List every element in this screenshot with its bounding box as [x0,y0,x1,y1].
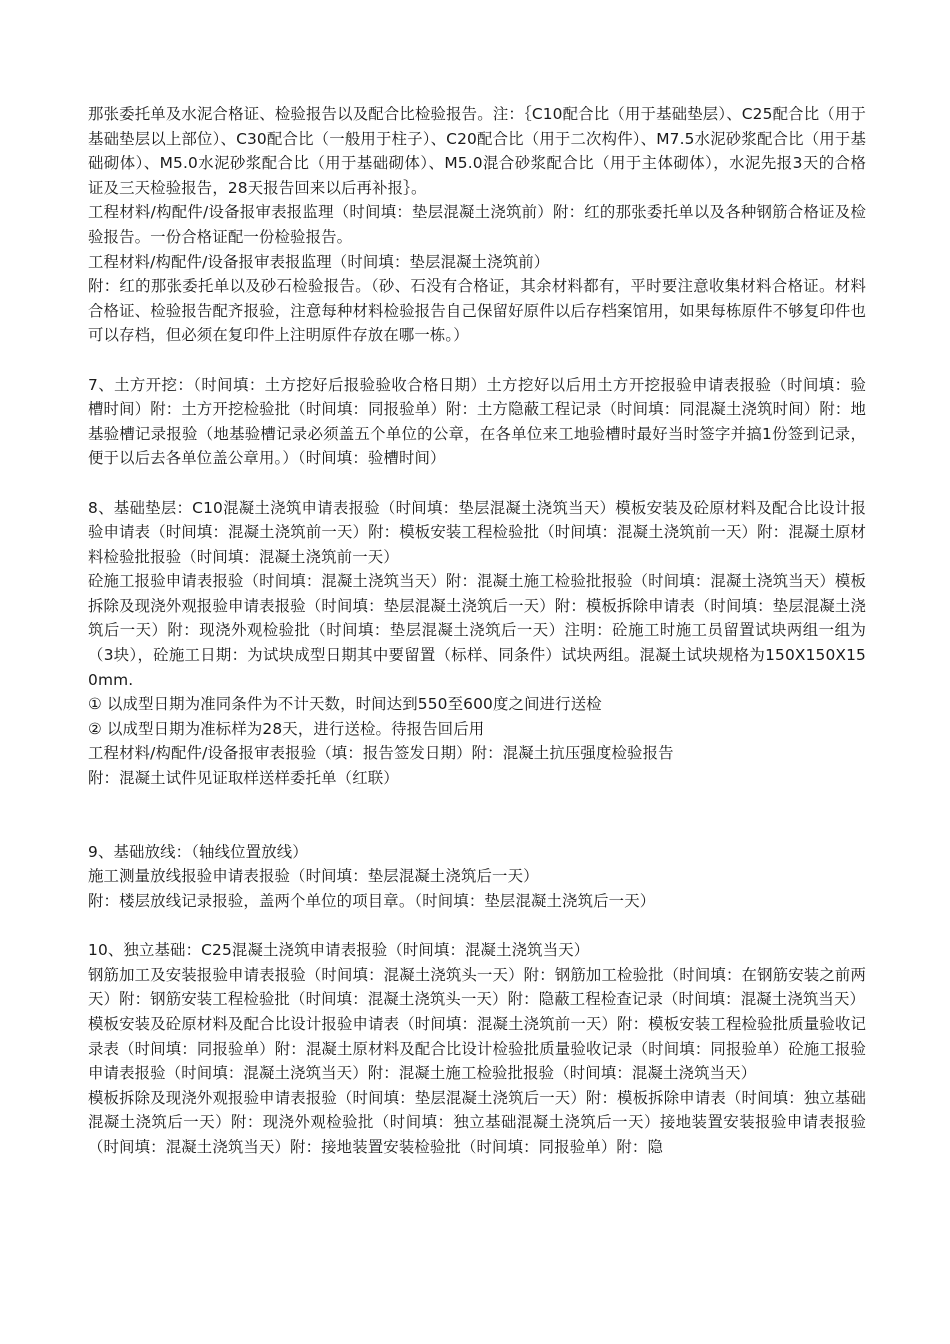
section-10-isolated-foundation: 10、独立基础：C25混凝土浇筑申请表报验（时间填：混凝土浇筑当天） [88,941,590,960]
paragraph-spacer [88,348,866,373]
paragraph-survey-application: 施工测量放线报验申请表报验（时间填：垫层混凝土浇筑后一天） [88,867,539,886]
section-8-foundation-cushion: 8、基础垫层：C10混凝土浇筑申请表报验（时间填：垫层混凝土浇筑当天）模板安装及砼原材料及配合比设计报验申请表（时间填：混凝土浇筑前一天）附：模板安装工程检验批（时间填：混凝土浇筑前一天）附：混凝土原材料检验批报验（时间填：混凝土浇筑前一天） [88,498,866,566]
paragraph-strength-report: 工程材料/构配件/设备报审表报验（填：报告签发日期）附：混凝土抗压强度检验报告 [88,744,674,763]
paragraph-sand-report-title: 工程材料/构配件/设备报审表报监理（时间填：垫层混凝土浇筑前） [88,252,550,271]
list-item-2: ② 以成型日期为准标样为28天，进行送检。待报告回后用 [88,719,485,738]
paragraph-sand-report: 附：红的那张委托单以及砂石检验报告。（砂、石没有合格证，其余材料都有，平时要注意收集材料合格证。材料合格证、检验报告配齐报验，注意每种材料检验报告自己保留好原件以后存档案馆用，如果每栋原件不够复印件也可以存档，但必须在复印件上注明原件存放在哪一栋。） [88,277,866,345]
paragraph-spacer [88,914,866,939]
paragraph-floor-record: 附：楼层放线记录报验，盖两个单位的项目章。（时间填：垫层混凝土浇筑后一天） [88,892,656,910]
paragraph-formwork-inspection: 模板安装及砼原材料及配合比设计报验申请表（时间填：混凝土浇筑前一天）附：模板安装工程检验批质量验收记录表（时间填：同报验单）附：混凝土原材料及配合比设计检验批质量验收记录（时间填：同报验单）砼施工报验申请表报验（时间填：混凝土浇筑当天）附：混凝土施工检验批报验（时间填：混凝土浇筑当天） [88,1014,866,1083]
paragraph-spacer [88,791,866,840]
document-body [88,102,866,1160]
paragraph-concrete-construction: 砼施工报验申请表报验（时间填：混凝土浇筑当天）附：混凝土施工检验批报验（时间填：混凝土浇筑当天）模板拆除及现浇外观报验申请表报验（时间填：垫层混凝土浇筑后一天）附：模板拆除申请表（时间填：垫层混凝土浇筑后一天）附：现浇外观检验批（时间填：垫层混凝土浇筑后一天）注明：砼施工时施工员留置试块两组一组为（3块），砼施工日期：为试块成型日期其中要留置（标样、同条件）试块两组。混凝土试块规格为150X150X150mm. [88,572,866,689]
list-item-1: ① 以成型日期为准同条件为不计天数，时间达到550至600度之间进行送检 [88,695,602,714]
paragraph-rebar-inspection: 钢筋加工及安装报验申请表报验（时间填：混凝土浇筑头一天）附：钢筋加工检验批（时间填：在钢筋安装之前两天）附：钢筋安装工程检验批（时间填：混凝土浇筑头一天）附：隐蔽工程检查记录（时间填：混凝土浇筑当天） [88,965,866,1009]
paragraph-spacer [88,471,866,496]
section-9-setting-out: 9、基础放线：（轴线位置放线） [88,842,308,861]
paragraph-rebar-report: 工程材料/构配件/设备报审表报监理（时间填：垫层混凝土浇筑前）附：红的那张委托单以及各种钢筋合格证及检验报告。一份合格证配一份检验报告。 [88,203,866,246]
paragraph-formwork-removal: 模板拆除及现浇外观报验申请表报验（时间填：垫层混凝土浇筑后一天）附：模板拆除申请表（时间填：独立基础混凝土浇筑后一天）附：现浇外观检验批（时间填：独立基础混凝土浇筑后一天）接地装置安装报验申请表报验（时间填：混凝土浇筑当天）附：接地装置安装检验批（时间填：同报验单）附：隐 [88,1088,866,1156]
section-7-earthwork: 7、土方开挖：（时间填：土方挖好后报验验收合格日期）土方挖好以后用土方开挖报验申请表报验（时间填：验槽时间）附：土方开挖检验批（时间填：同报验单）附：土方隐蔽工程记录（时间填：同混凝土浇筑时间）附：地基验槽记录报验（地基验槽记录必须盖五个单位的公章，在各单位来工地验槽时最好当时签字并搞1份签到记录，便于以后去各单位盖公章用。）（时间填：验槽时间） [88,375,866,468]
paragraph-materials-cert: 那张委托单及水泥合格证、检验报告以及配合比检验报告。注：｛C10配合比（用于基础垫层）、C25配合比（用于基础垫层以上部位）、C30配合比（一般用于柱子）、C20配合比（用于二次构件）、M7.5水泥砂浆配合比（用于基础砌体）、M5.0水泥砂浆配合比（用于基础砌体）、M5.0混合砂浆配合比（用于主体砌体），水泥先报3天的合格证及三天检验报告，28天报告回来以后再补报｝。 [88,105,866,197]
paragraph-sample-form: 附：混凝土试件见证取样送样委托单（红联） [88,769,399,788]
